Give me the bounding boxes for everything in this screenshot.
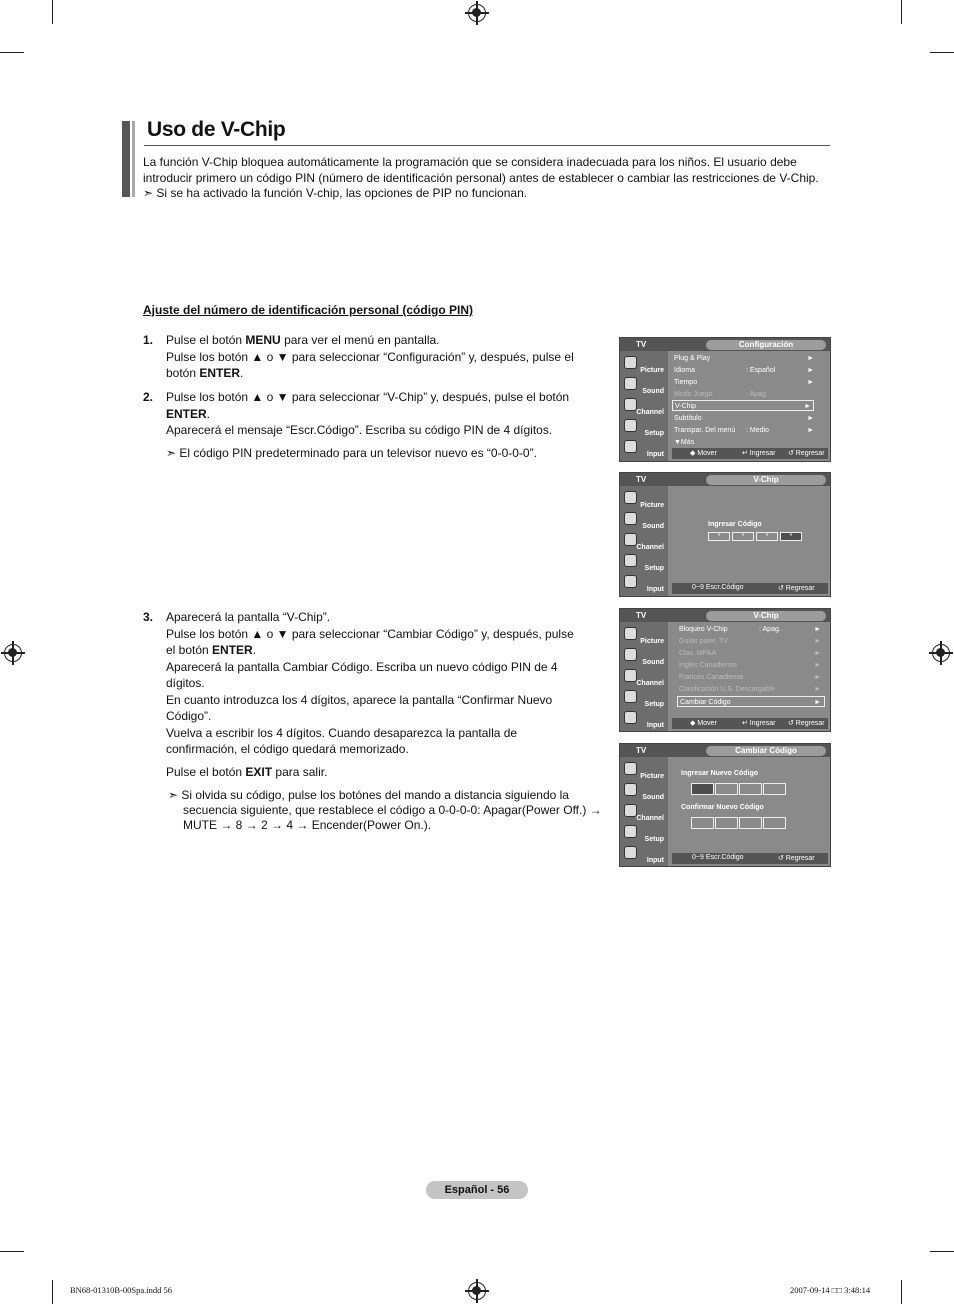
sidebar-label: Picture [640,367,664,374]
enter-hint: ↵ Ingresar [742,720,776,727]
sidebar-item-channel[interactable] [622,803,666,823]
tv-top-bar [620,338,830,351]
confirm-code-digit-field[interactable] [715,817,738,829]
picture-icon [624,356,637,369]
row-label: V-Chip [675,403,697,410]
sidebar-label: Sound [642,794,664,801]
sidebar-label: Sound [642,523,664,530]
input-icon [624,846,637,859]
menu-row[interactable] [674,377,814,388]
channel-icon [624,669,637,682]
sidebar-label: Channel [636,680,664,687]
channel-icon [624,804,637,817]
arrow-right-icon: ► [807,427,814,434]
arrow-right-icon: ► [814,638,821,645]
arrow-right-icon: ► [814,674,821,681]
step-text: para salir. [272,765,328,779]
picture-icon [624,491,637,504]
row-label: Inglés Canadiense [679,662,737,669]
sidebar-label: Input [646,722,664,729]
step-text: . [206,406,211,421]
row-label: Bloqueo V-Chip [679,626,728,633]
enter-hint: ↵ Ingresar [742,450,776,457]
menu-row[interactable] [679,648,821,659]
exit-key-label: EXIT [245,765,273,779]
menu-row-selected[interactable] [677,696,825,707]
tv-screen-vchip-pin [619,472,831,597]
tv-screen-configuracion [619,337,831,462]
arrow-right-icon: ► [814,686,821,693]
sidebar-item-setup[interactable] [622,689,666,709]
row-label: Clasificación U.S. Descargable [679,686,776,693]
crop-mark [901,1280,902,1304]
arrow-right-icon: ► [814,699,821,706]
menu-row-selected[interactable] [672,400,814,411]
print-timestamp: 2007-09-14 □□ 3:48:14 [790,1285,871,1295]
input-icon [624,711,637,724]
tv-sidebar [620,622,668,731]
row-label: Modo Juego [674,391,713,398]
row-label: Plug & Play [674,355,711,362]
crop-mark [0,52,24,53]
step-text: confirmación, el código quedará memorizado. [166,742,409,756]
enter-code-label: Ingresar Código [708,521,762,528]
step-3 [143,609,606,758]
arrow-right-icon: ► [814,626,821,633]
step-number: 3. [143,610,154,624]
sound-icon [624,377,637,390]
tv-label: TV [636,746,647,755]
move-hint: ◆ Mover [690,450,717,457]
step-2 [143,389,606,439]
sidebar-label: Picture [640,502,664,509]
row-label: Tiempo [674,379,698,386]
enter-key-label: ENTER [199,366,241,380]
sidebar-item-input[interactable] [622,439,666,459]
tv-label: TV [636,611,647,620]
arrow-right-icon: ► [804,403,811,410]
pin-digit-field-active[interactable]: * [780,532,802,541]
step-text: Código”. [166,709,212,723]
step-text: Pulse los botón ▲ o ▼ para seleccionar “Configuración” y, después, pulse el [166,349,574,364]
menu-row[interactable] [674,413,814,424]
row-value: : Apag. [746,391,768,398]
step-text: Vuelva a escribir los 4 dígitos. Cuando desaparezca la pantalla de [166,725,518,740]
input-icon [624,575,637,588]
row-value: : Español [746,367,776,374]
menu-row-more[interactable] [674,437,814,448]
sidebar-item-sound[interactable] [622,376,666,396]
sidebar-item-setup[interactable] [622,418,666,438]
sidebar-label: Input [646,451,664,458]
sidebar-item-sound[interactable] [622,511,666,531]
step-text: . [252,643,257,657]
menu-row[interactable] [679,672,821,683]
sidebar-label: Channel [636,815,664,822]
step-text: Aparecerá el mensaje “Escr.Código”. Escriba su código PIN de 4 dígitos. [166,423,553,437]
channel-icon [624,533,637,546]
new-code-digit-field-active[interactable] [691,783,714,795]
menu-row[interactable] [674,353,814,364]
step-1 [143,332,606,382]
note-line: secuencia siguiente, que restablece el código a 0-0-0-0: Apagar(Power Off.) → [183,803,602,817]
step-text: Pulse el botón [166,333,246,347]
sidebar-label: Sound [642,659,664,666]
move-hint: ◆ Mover [690,720,717,727]
crop-mark [930,1251,954,1252]
step-number: 1. [143,333,154,347]
arrow-right-icon: ► [807,379,814,386]
step-text: En cuanto introduzca los 4 dígitos, aparece la pantalla “Confirmar Nuevo [166,692,553,707]
menu-header: V-Chip [706,611,826,621]
sidebar-label: Setup [644,430,664,437]
note-line: MUTE → 8 → 2 → 4 → Encender(Power On.). [183,818,432,832]
sidebar-item-channel[interactable] [622,397,666,417]
tv-sidebar [620,351,668,461]
sidebar-item-picture[interactable] [622,355,666,375]
return-hint: ↺ Regresar [788,450,825,457]
digits-hint: 0~9 Escr.Código [692,854,744,861]
step-text: Aparecerá la pantalla Cambiar Código. Escriba un nuevo código PIN de 4 [166,659,558,674]
sidebar-item-setup[interactable] [622,824,666,844]
step-text: para ver el menú en pantalla. [280,333,440,347]
gear-icon [624,825,637,838]
sidebar-item-input[interactable] [622,574,666,594]
sidebar-label: Setup [644,701,664,708]
return-hint: ↺ Regresar [778,585,815,592]
confirm-code-digit-field[interactable] [691,817,714,829]
arrow-right-icon: ► [807,367,814,374]
confirm-code-digit-field[interactable] [763,817,786,829]
return-hint: ↺ Regresar [778,855,815,862]
page-title: Uso de V-Chip [147,118,286,141]
pin-digit-field[interactable]: * [756,532,778,541]
forgot-code-note [168,788,602,833]
step-text: Pulse los botón ▲ o ▼ para seleccionar “V-Chip” y, después, pulse el botón [166,390,570,404]
title-accent-bar [132,121,135,197]
note-line: ➣ Si olvida su código, pulse los botónes del mando a distancia siguiendo la [168,788,569,802]
gear-icon [624,554,637,567]
sidebar-label: Setup [644,836,664,843]
crop-mark [52,1280,53,1304]
intro-line: introducir primero un código PIN (número de identificación personal) antes de establecer o cambiar las restricciones de V-Chip. [143,170,819,185]
step-number: 2. [143,390,154,404]
row-label: Subtítulo [674,415,702,422]
confirm-code-digit-field[interactable] [739,817,762,829]
arrow-right-icon: ► [807,415,814,422]
crop-mark [52,0,53,24]
tv-screen-change-code [619,743,831,867]
sidebar-label: Sound [642,388,664,395]
page-number-badge: Español - 56 [426,1181,528,1199]
tv-top-bar [620,744,830,757]
exit-instruction [166,764,606,781]
menu-row[interactable] [679,624,821,635]
menu-key-label: MENU [245,333,281,347]
menu-row[interactable] [674,365,814,376]
sidebar-item-channel[interactable] [622,668,666,688]
new-code-label: Ingresar Nuevo Código [681,770,759,777]
gear-icon [624,690,637,703]
row-label: Idioma [674,367,696,374]
arrow-right-icon: ► [814,662,821,669]
crop-mark [0,1251,24,1252]
step-text: botón [166,366,200,380]
tv-footer [672,718,828,729]
registration-mark-icon [4,644,22,662]
enter-key-label: ENTER [212,643,253,657]
sound-icon [624,648,637,661]
tv-footer [672,448,828,459]
row-label: Guías pater. TV [679,638,728,645]
step-text: el botón [166,643,213,657]
tv-label: TV [636,475,647,484]
picture-icon [624,762,637,775]
digits-hint: 0~9 Escr.Código [692,584,744,591]
step-text: Pulse los botón ▲ o ▼ para seleccionar “Cambiar Código” y, después, pulse [166,626,574,641]
menu-row[interactable] [679,684,821,695]
title-accent-bar [122,121,130,197]
menu-row[interactable] [674,425,814,436]
menu-header: Cambiar Código [706,746,826,756]
channel-icon [624,398,637,411]
section-heading: Ajuste del número de identificación personal (código PIN) [143,303,474,317]
row-value: : Apag. [759,626,781,633]
step-text: Pulse el botón [166,765,246,779]
sound-icon [624,512,637,525]
default-pin-note: ➣ El código PIN predeterminado para un televisor nuevo es “0-0-0-0”. [166,446,537,460]
title-divider [144,145,830,146]
tv-top-bar [620,473,830,486]
crop-mark [901,0,902,24]
sidebar-item-channel[interactable] [622,532,666,552]
sidebar-label: Channel [636,544,664,551]
sidebar-item-input[interactable] [622,710,666,730]
intro-paragraph [143,155,833,202]
step-text: dígitos. [166,676,205,690]
sidebar-label: Input [646,586,664,593]
new-code-digit-field[interactable] [715,783,738,795]
sidebar-label: Input [646,857,664,864]
sidebar-item-input[interactable] [622,845,666,865]
step-text: Aparecerá la pantalla “V-Chip”. [166,610,331,624]
input-icon [624,440,637,453]
sidebar-item-setup[interactable] [622,553,666,573]
sidebar-label: Channel [636,409,664,416]
crop-mark [930,52,954,53]
tv-label: TV [636,340,647,349]
intro-line: La función V-Chip bloquea automáticamente la programación que se considera inadecuada para los niños. El usuario debe [143,155,797,169]
tv-top-bar [620,609,830,622]
row-label: Clas. MPAA [679,650,717,657]
sound-icon [624,783,637,796]
sidebar-label: Picture [640,638,664,645]
confirm-code-label: Confirmar Nuevo Código [681,804,764,811]
intro-note: ➣ Si se ha activado la función V-chip, las opciones de PIP no funcionan. [143,186,528,200]
sidebar-item-picture[interactable] [622,761,666,781]
sidebar-label: Setup [644,565,664,572]
new-code-digit-field[interactable] [763,783,786,795]
tv-sidebar [620,757,668,866]
menu-row[interactable] [679,660,821,671]
sidebar-item-picture[interactable] [622,490,666,510]
return-hint: ↺ Regresar [788,720,825,727]
gear-icon [624,419,637,432]
menu-header: Configuración [706,340,826,350]
registration-mark-icon [468,4,486,22]
pin-digit-field[interactable]: * [708,532,730,541]
row-label: Francés Canadiense [679,674,744,681]
picture-icon [624,627,637,640]
enter-key-label: ENTER [166,406,207,421]
sidebar-item-sound[interactable] [622,647,666,667]
menu-row[interactable] [679,636,821,647]
sidebar-label: Picture [640,773,664,780]
tv-screen-vchip-menu [619,608,831,732]
row-value: : Medio [746,427,769,434]
registration-mark-icon [468,1282,486,1300]
menu-row[interactable] [674,389,814,400]
tv-footer [672,853,828,864]
row-label: Transpar. Del menú [674,427,736,434]
pin-digit-field[interactable]: * [732,532,754,541]
tv-sidebar [620,486,668,596]
arrow-right-icon: ► [814,650,821,657]
step-text: . [240,366,244,380]
arrow-right-icon: ► [807,355,814,362]
new-code-digit-field[interactable] [739,783,762,795]
menu-header: V-Chip [706,475,826,485]
sidebar-item-picture[interactable] [622,626,666,646]
sidebar-item-sound[interactable] [622,782,666,802]
row-label: Cambiar Código [680,699,731,706]
print-file-info: BN68-01310B-00Spa.indd 56 [70,1285,172,1295]
registration-mark-icon [932,644,950,662]
row-label: ▼Más [674,439,695,446]
tv-footer [672,583,828,594]
